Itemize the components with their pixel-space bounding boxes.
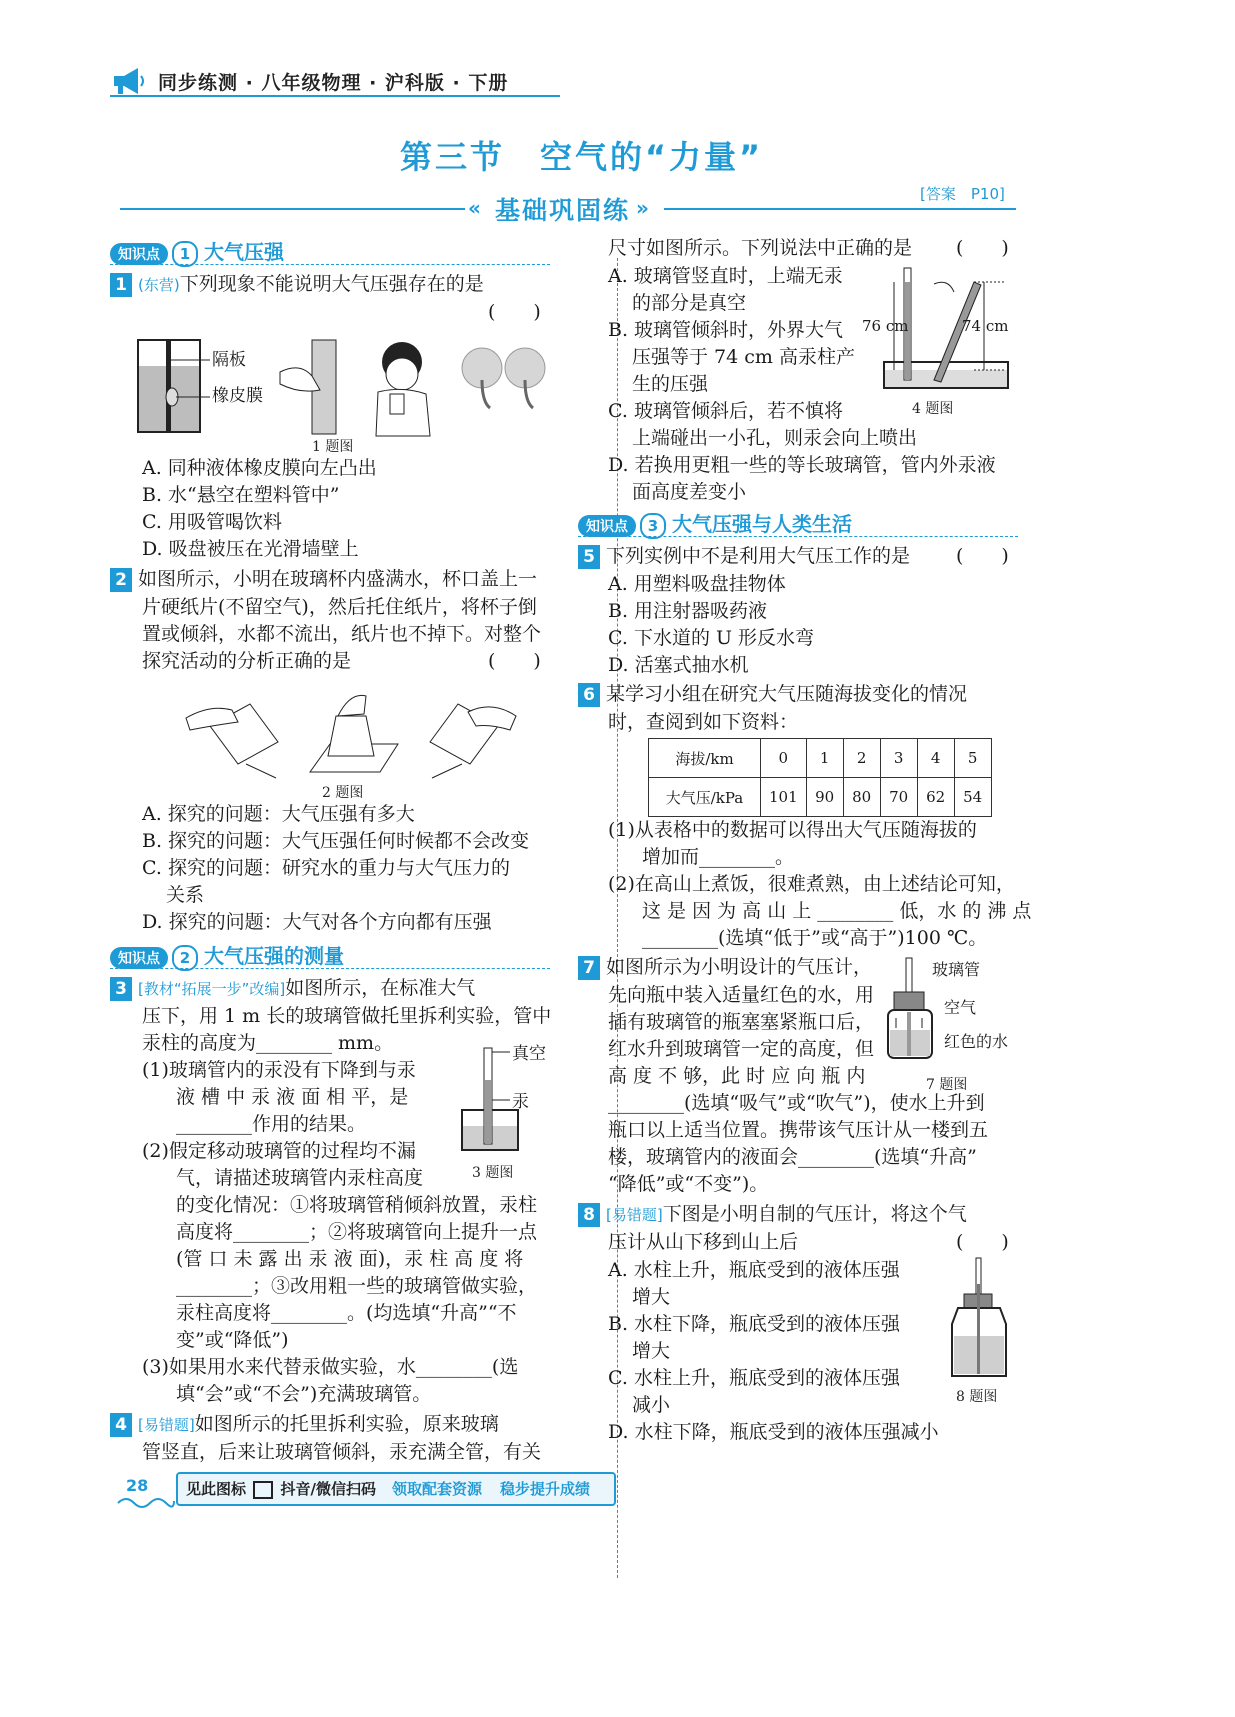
stem-line: 压计从山下移到山上后 — [608, 1231, 799, 1253]
stem-line: “降低”或“不变”)。 — [608, 1173, 769, 1195]
option: A. 用塑料吸盘挂物体 — [608, 573, 786, 595]
stem-line: 填“会”或“不会”)充满玻璃管。 — [176, 1383, 432, 1405]
question-number: 5 — [578, 545, 600, 569]
question-8-stem: 8 [易错题]下图是小明自制的气压计，将这个气 — [578, 1200, 967, 1229]
option: 面高度差变小 — [632, 481, 747, 503]
question-tag: [教材“拓展一步”改编] — [138, 980, 286, 998]
footer-scan-text: 见此图标 抖音/微信扫码 — [186, 1480, 376, 1498]
section-title: 基础巩固练 — [495, 196, 631, 225]
figure-label: 汞 — [512, 1092, 529, 1112]
question-number: 8 — [578, 1203, 600, 1227]
stem-line: ________；③改用粗一些的玻璃管做实验， — [176, 1275, 538, 1297]
option: 上端碰出一小孔，则汞会向上喷出 — [632, 427, 918, 449]
answer-paren: ( ) — [956, 1231, 1009, 1253]
section-rule-right — [664, 208, 1016, 210]
kp-number: 2 — [172, 945, 198, 971]
sub-question: ________(选填“低于”或“高于”)100 ℃。 — [642, 927, 988, 949]
option: C. 玻璃管倾斜后，若不慎将 — [608, 400, 843, 422]
stem-line: (2)假定移动玻璃管的过程均不漏 — [142, 1140, 416, 1162]
figure-label: 玻璃管 — [932, 960, 981, 979]
kp-badge: 知识点 — [578, 515, 636, 537]
question-number: 2 — [110, 568, 132, 592]
option: B. 水柱下降，瓶底受到的液体压强 — [608, 1313, 901, 1335]
sub-question: 增加而________。 — [642, 846, 795, 868]
question-1-figure — [130, 332, 550, 442]
option: C. 水柱上升，瓶底受到的液体压强 — [608, 1367, 900, 1389]
option: C. 用吸管喝饮料 — [142, 511, 282, 533]
figure-caption: 2 题图 — [322, 785, 364, 801]
stem-line: 置或倾斜，水都不流出，纸片也不掉下。对整个 — [142, 623, 542, 645]
question-number: 6 — [578, 683, 600, 707]
question-tag: [易错题] — [138, 1416, 195, 1434]
stem-line: ________作用的结果。 — [176, 1113, 367, 1135]
stem-line: (管 口 未 露 出 汞 液 面)，汞 柱 高 度 将 — [176, 1248, 524, 1270]
table-cell: 54 — [954, 778, 991, 817]
stem-line: 高度将________；②将玻璃管向上提升一点 — [176, 1221, 538, 1243]
table-cell: 1 — [806, 739, 843, 778]
footer-resource-text: 领取配套资源 — [392, 1480, 483, 1498]
table-cell: 大气压/kPa — [649, 778, 761, 817]
page-title: 第三节 空气的“力量” — [400, 138, 764, 176]
sub-question: 这 是 因 为 高 山 上 ________ 低，水 的 沸 点 — [642, 900, 1032, 922]
table-cell: 62 — [917, 778, 954, 817]
option: 压强等于 74 cm 高汞柱产 — [632, 346, 855, 368]
question-7-stem: 7 如图所示为小明设计的气压计， — [578, 953, 872, 981]
stem-line: 尺寸如图所示。下列说法中正确的是 — [608, 237, 913, 259]
table-cell: 4 — [917, 739, 954, 778]
figure-label: 橡皮膜 — [212, 386, 263, 406]
question-3-stem: 3 [教材“拓展一步”改编]如图所示，在标准大气 — [110, 974, 475, 1003]
stem-line: (3)如果用水来代替汞做实验，水________(选 — [142, 1356, 519, 1378]
kp-underline — [110, 264, 550, 265]
kp-title: 大气压强的测量 — [204, 944, 344, 968]
stem-line: 汞柱高度将________。(均选填“升高”“不 — [176, 1302, 517, 1324]
option: 的部分是真空 — [632, 292, 747, 314]
option: D. 若换用更粗一些的等长玻璃管，管内外汞液 — [608, 454, 996, 476]
option: 增大 — [632, 1286, 671, 1308]
section-chevron-left-icon: « — [468, 196, 481, 220]
sub-question: (2)在高山上煮饭，很难煮熟，由上述结论可知， — [608, 873, 1015, 895]
table-row — [649, 778, 992, 817]
table-cell: 2 — [843, 739, 880, 778]
stem-line: 楼，玻璃管内的液面会________(选填“升高” — [608, 1146, 977, 1168]
section-rule-left — [120, 208, 465, 210]
footer-page-number: 28 — [126, 1476, 149, 1495]
stem-line: 的变化情况：①将玻璃管稍倾斜放置，汞柱 — [176, 1194, 538, 1216]
option: C. 探究的问题：研究水的重力与大气压力的 — [142, 857, 510, 879]
option: A. 玻璃管竖直时，上端无汞 — [608, 265, 843, 287]
kp-underline — [578, 536, 1018, 537]
question-6-stem: 6 某学习小组在研究大气压随海拔变化的情况 — [578, 680, 967, 708]
question-2-stem: 2 如图所示，小明在玻璃杯内盛满水，杯口盖上一 — [110, 565, 537, 593]
question-tag: [易错题] — [606, 1206, 663, 1224]
figure-caption: 4 题图 — [912, 401, 954, 417]
figure-caption: 8 题图 — [956, 1389, 998, 1405]
stem-line: (1)玻璃管内的汞没有下降到与汞 — [142, 1059, 416, 1081]
stem-line: 变”或“降低”) — [176, 1329, 289, 1351]
table-cell: 80 — [843, 778, 880, 817]
stem-line: 压下，用 1 m 长的玻璃管做托里拆利实验，管中 — [142, 1005, 552, 1027]
question-1-stem: 1 (东营)下列现象不能说明大气压强存在的是 — [110, 270, 484, 299]
stem-line: 高 度 不 够，此 时 应 向 瓶 内 — [608, 1065, 866, 1087]
question-number: 4 — [110, 1413, 132, 1437]
answer-paren: ( ) — [488, 301, 541, 323]
footer-slogan-text: 稳步提升成绩 — [500, 1480, 591, 1498]
knowledge-point-3 — [578, 508, 852, 539]
kp-badge: 知识点 — [110, 947, 168, 969]
question-tag: (东营) — [138, 276, 180, 294]
figure-label: 隔板 — [212, 350, 246, 370]
table-cell: 70 — [880, 778, 917, 817]
stem-line: ________(选填“吸气”或“吹气”)，使水上升到 — [608, 1092, 985, 1114]
option: C. 下水道的 U 形反水弯 — [608, 627, 815, 649]
option: A. 同种液体橡皮膜向左凸出 — [142, 457, 377, 479]
option: A. 探究的问题：大气压强有多大 — [142, 803, 415, 825]
option: B. 水“悬空在塑料管中” — [142, 484, 340, 506]
footer-wave-icon — [116, 1494, 176, 1513]
option: 关系 — [166, 884, 205, 906]
kp-number: 1 — [172, 241, 198, 267]
question-number: 7 — [578, 956, 600, 980]
figure-label: 真空 — [512, 1044, 546, 1064]
stem-line: 时，查阅到如下资料： — [608, 711, 799, 733]
option: D. 水柱下降，瓶底受到的液体压强减小 — [608, 1421, 939, 1443]
table-cell: 海拔/km — [649, 739, 761, 778]
option: B. 探究的问题：大气压强任何时候都不会改变 — [142, 830, 530, 852]
figure-caption: 1 题图 — [312, 439, 354, 455]
kp-title: 大气压强 — [204, 240, 284, 264]
table-cell: 3 — [880, 739, 917, 778]
question-4-stem: 4 [易错题]如图所示的托里拆利实验，原来玻璃 — [110, 1410, 499, 1439]
figure-label: 空气 — [944, 998, 977, 1017]
section-chevron-right-icon: » — [636, 196, 649, 220]
answer-paren: ( ) — [956, 237, 1009, 259]
table-cell: 90 — [806, 778, 843, 817]
stem-line: 红水升到玻璃管一定的高度，但 — [608, 1038, 875, 1060]
table-cell: 101 — [761, 778, 807, 817]
question-2-figure — [180, 686, 530, 782]
knowledge-point-1 — [110, 236, 284, 267]
stem-line: 瓶口以上适当位置。携带该气压计从一楼到五 — [608, 1119, 989, 1141]
question-number: 1 — [110, 273, 132, 297]
answer-ref: [答案 P10] — [920, 185, 1005, 203]
kp-badge: 知识点 — [110, 243, 168, 265]
stem-line: 探究活动的分析正确的是 — [142, 650, 352, 672]
header-text: 同步练测 · 八年级物理 · 沪科版 · 下册 — [158, 72, 509, 94]
option: D. 吸盘被压在光滑墙壁上 — [142, 538, 359, 560]
figure-caption: 7 题图 — [926, 1077, 968, 1093]
figure-caption: 3 题图 — [472, 1165, 514, 1181]
stem-line: 插有玻璃管的瓶塞塞紧瓶口后， — [608, 1011, 875, 1033]
header-rule — [110, 95, 560, 97]
knowledge-point-2 — [110, 940, 344, 971]
option: 减小 — [632, 1394, 671, 1416]
option: 增大 — [632, 1340, 671, 1362]
qr-icon — [253, 1481, 273, 1499]
option: B. 用注射器吸药液 — [608, 600, 768, 622]
question-5-stem: 5 下列实例中不是利用大气压工作的是 — [578, 542, 910, 570]
stem-line: 汞柱的高度为________ mm。 — [142, 1032, 394, 1054]
answer-paren: ( ) — [488, 650, 541, 672]
question-number: 3 — [110, 977, 132, 1001]
kp-title: 大气压强与人类生活 — [672, 512, 852, 536]
answer-paren: ( ) — [956, 545, 1009, 567]
stem-line: 液 槽 中 汞 液 面 相 平，是 — [176, 1086, 409, 1108]
stem-line: 先向瓶中装入适量红色的水，用 — [608, 984, 875, 1006]
figure-label: 红色的水 — [944, 1032, 1009, 1051]
option: B. 玻璃管倾斜时，外界大气 — [608, 319, 844, 341]
sub-question: (1)从表格中的数据可以得出大气压随海拔的 — [608, 819, 977, 841]
altitude-pressure-table — [648, 738, 992, 817]
stem-line: 片硬纸片(不留空气)，然后托住纸片，将杯子倒 — [142, 596, 537, 618]
question-8-figure — [946, 1254, 1012, 1384]
option: 生的压强 — [632, 373, 709, 395]
kp-number: 3 — [640, 513, 666, 539]
figure-label: 74 cm — [962, 317, 1009, 335]
stem-line: 管竖直，后来让玻璃管倾斜，汞充满全管，有关 — [142, 1441, 542, 1463]
table-cell: 0 — [761, 739, 807, 778]
table-row — [649, 739, 992, 778]
option: A. 水柱上升，瓶底受到的液体压强 — [608, 1259, 900, 1281]
option: D. 活塞式抽水机 — [608, 654, 749, 676]
figure-label: 76 cm — [862, 317, 909, 335]
kp-underline — [110, 968, 550, 969]
table-cell: 5 — [954, 739, 991, 778]
option: D. 探究的问题：大气对各个方向都有压强 — [142, 911, 492, 933]
stem-line: 气，请描述玻璃管内汞柱高度 — [176, 1167, 424, 1189]
